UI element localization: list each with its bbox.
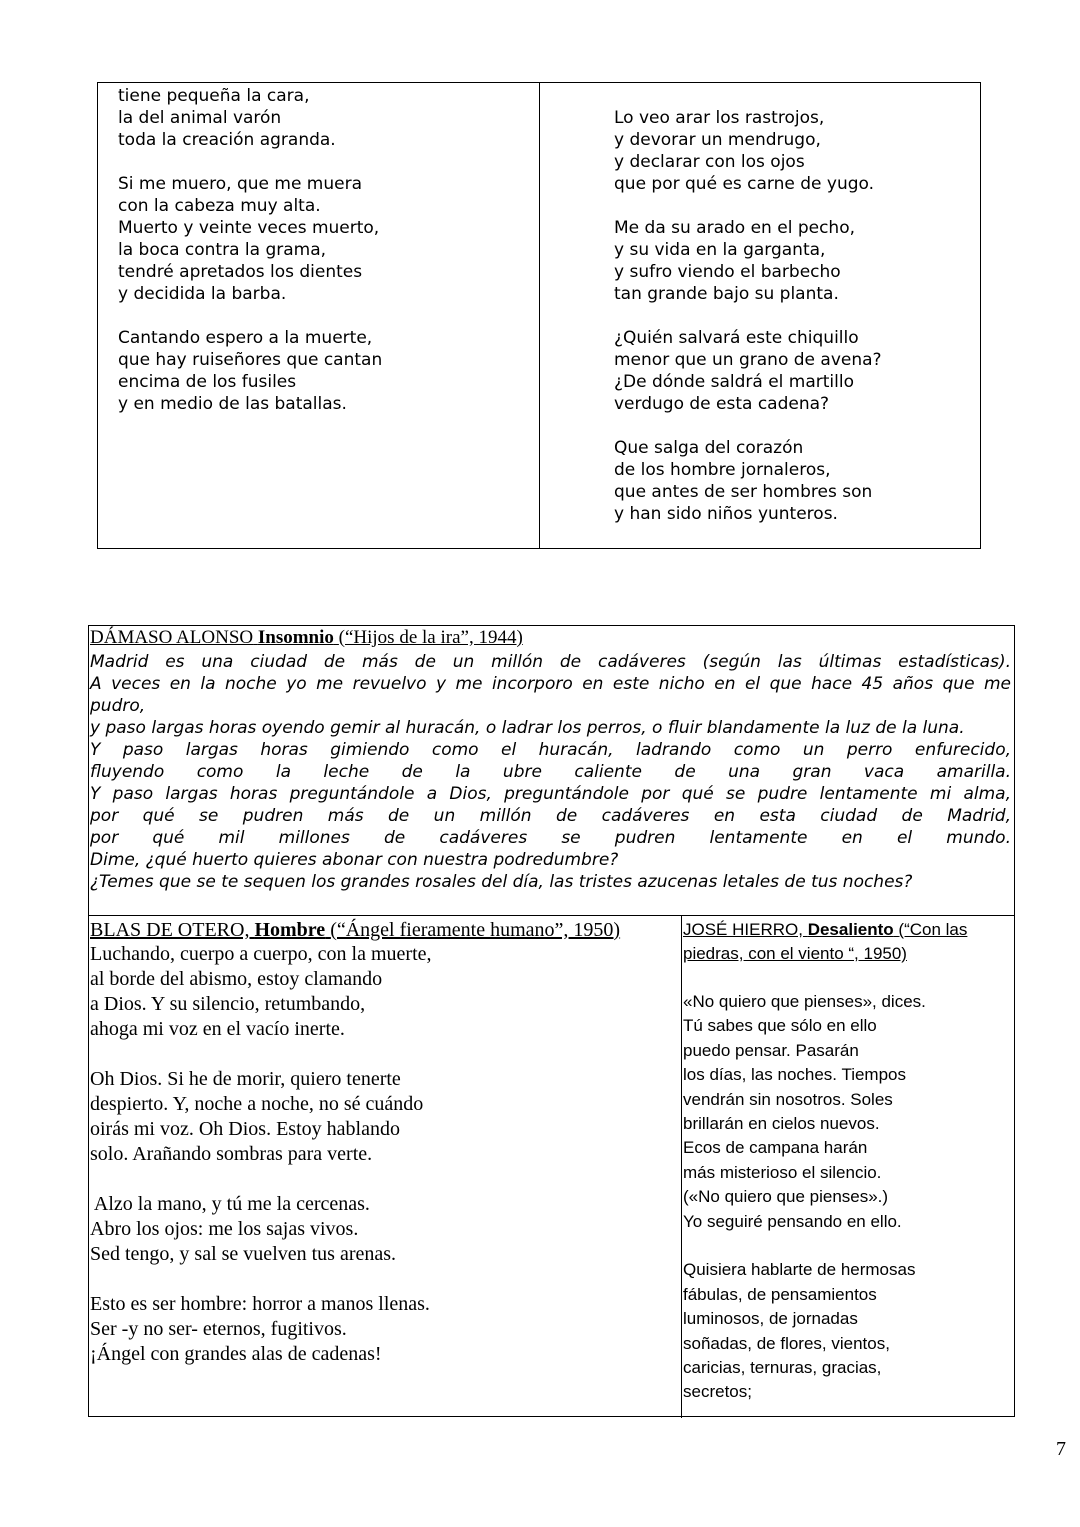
poem-line: solo. Arañando sombras para verte. — [90, 1143, 373, 1165]
hierro-source-a: (“Con las — [898, 920, 968, 939]
poem-line: Madrid es una ciudad de más de un millón de cadáveres (según las últimas estadísticas). — [90, 652, 1011, 672]
poem-right-column — [614, 107, 882, 525]
hierro-header — [683, 918, 983, 966]
poem-line: A veces en la noche yo me revuelvo y me incorporo en este nicho en el que hace 45 años que me — [90, 674, 1011, 694]
poem-line: menor que un grano de avena? — [614, 350, 882, 370]
poem-line: que por qué es carne de yugo. — [614, 174, 875, 194]
poem-line: ¿Quién salvará este chiquillo — [614, 328, 859, 348]
poem-box-damaso — [88, 625, 1015, 1417]
otero-header — [90, 918, 620, 942]
hierro-source-b: piedras, con el viento “, 1950) — [683, 944, 907, 963]
stanza-gap — [90, 1167, 432, 1192]
column-divider — [681, 916, 682, 1418]
poem-line: Dime, ¿qué huerto quieres abonar con nuestra podredumbre? — [90, 850, 619, 870]
damaso-poem-text — [90, 651, 1011, 893]
stanza-gap — [118, 151, 382, 173]
stanza-gap — [683, 1234, 926, 1258]
poem-line: Tú sabes que sólo en ello — [683, 1016, 877, 1036]
poem-line: que antes de ser hombres son — [614, 482, 873, 502]
poem-line: Quisiera hablarte de hermosas — [683, 1260, 916, 1280]
poem-line: despierto. Y, noche a noche, no sé cuándo — [90, 1093, 424, 1115]
poem-line: puedo pensar. Pasarán — [683, 1040, 859, 1060]
poem-table-top — [97, 82, 981, 549]
poem-line: ¡Ángel con grandes alas de cadenas! — [90, 1343, 382, 1365]
poem-line: oirás mi voz. Oh Dios. Estoy hablando — [90, 1118, 400, 1140]
poem-line: fluyendo como la leche de la ubre caliente de una gran vaca amarilla. — [90, 762, 1011, 782]
poem-line: y en medio de las batallas. — [118, 394, 347, 414]
poem-line: Ecos de campana harán — [683, 1138, 868, 1158]
stanza-gap — [90, 1042, 432, 1067]
poem-line: secretos; — [683, 1382, 752, 1402]
poem-line: Que salga del corazón — [614, 438, 804, 458]
poem-line: Muerto y veinte veces muerto, — [118, 218, 380, 238]
poem-line: tan grande bajo su planta. — [614, 284, 839, 304]
poem-line: Yo seguiré pensando en ello. — [683, 1211, 902, 1231]
otero-title: Hombre — [254, 919, 326, 941]
poem-line: y decidida la barba. — [118, 284, 287, 304]
poem-line: Lo veo arar los rastrojos, — [614, 108, 825, 128]
poem-line: la del animal varón — [118, 108, 282, 128]
poem-line: Luchando, cuerpo a cuerpo, con la muerte, — [90, 943, 432, 965]
poem-line: caricias, ternuras, gracias, — [683, 1358, 882, 1378]
poem-line: y devorar un mendrugo, — [614, 130, 821, 150]
poem-line: Oh Dios. Si he de morir, quiero tenerte — [90, 1068, 401, 1090]
poem-line: luminosos, de jornadas — [683, 1309, 858, 1329]
otero-source: (“Ángel fieramente humano”, 1950) — [330, 919, 621, 941]
poem-line: pudro, — [90, 696, 146, 716]
poem-line: y sufro viendo el barbecho — [614, 262, 841, 282]
poem-line: de los hombre jornaleros, — [614, 460, 831, 480]
poem-line: tendré apretados los dientes — [118, 262, 363, 282]
poem-line: ahoga mi voz en el vacío inerte. — [90, 1018, 345, 1040]
damaso-source: (“Hijos de la ira”, 1944) — [338, 627, 523, 648]
poem-line: Cantando espero a la muerte, — [118, 328, 373, 348]
poem-line: encima de los fusiles — [118, 372, 297, 392]
poem-line: y paso largas horas oyendo gemir al huracán, o ladrar los perros, o fluir blandamente la luz de la luna. — [90, 718, 965, 738]
poem-line: Sed tengo, y sal se vuelven tus arenas. — [90, 1243, 397, 1265]
column-divider — [539, 83, 540, 548]
poem-line: brillarán en cielos nuevos. — [683, 1114, 880, 1134]
poem-line: Y paso largas horas gimiendo como el huracán, ladrando como un perro enfurecido, — [90, 740, 1011, 760]
poem-line: al borde del abismo, estoy clamando — [90, 968, 383, 990]
poem-line: Me da su arado en el pecho, — [614, 218, 855, 238]
poem-line: por qué mil millones de cadáveres se pudren lentamente en el mundo. — [90, 828, 1011, 848]
poem-line: ¿Temes que se te sequen los grandes rosales del día, las tristes azucenas letales de tus noches? — [90, 872, 913, 892]
poem-line: más misterioso el silencio. — [683, 1162, 882, 1182]
poem-line: Alzo la mano, y tú me la cercenas. — [90, 1193, 370, 1215]
poem-line: y declarar con los ojos — [614, 152, 805, 172]
damaso-author: DÁMASO ALONSO — [90, 627, 254, 648]
poem-line: («No quiero que pienses».) — [683, 1187, 889, 1207]
page-number: 7 — [1056, 1438, 1066, 1460]
hierro-author: JOSÉ HIERRO, — [683, 920, 803, 939]
poem-line: Ser -y no ser- eternos, fugitivos. — [90, 1318, 347, 1340]
poem-line: soñadas, de flores, vientos, — [683, 1333, 890, 1353]
poem-line: con la cabeza muy alta. — [118, 196, 321, 216]
poem-line: por qué se pudren más de un millón de cadáveres en esta ciudad de Madrid, — [90, 806, 1011, 826]
poem-table-bottom — [89, 915, 1014, 1418]
poem-line: a Dios. Y su silencio, retumbando, — [90, 993, 366, 1015]
stanza-gap — [118, 305, 382, 327]
stanza-gap — [614, 305, 882, 327]
poem-line: fábulas, de pensamientos — [683, 1284, 877, 1304]
poem-line: Esto es ser hombre: horror a manos llenas. — [90, 1293, 430, 1315]
poem-line: verdugo de esta cadena? — [614, 394, 830, 414]
poem-line: tiene pequeña la cara, — [118, 86, 310, 106]
poem-line: y han sido niños yunteros. — [614, 504, 838, 524]
poem-line: Y paso largas horas preguntándole a Dios, preguntándole por qué se pudre lentamente mi alma, — [90, 784, 1011, 804]
poem-line: que hay ruiseñores que cantan — [118, 350, 383, 370]
hierro-title: Desaliento — [807, 920, 894, 939]
stanza-gap — [614, 415, 882, 437]
poem-line: y su vida en la garganta, — [614, 240, 826, 260]
hierro-poem — [683, 990, 926, 1405]
poem-line: ¿De dónde saldrá el martillo — [614, 372, 854, 392]
damaso-title: Insomnio — [257, 627, 334, 648]
poem-line: vendrán sin nosotros. Soles — [683, 1089, 893, 1109]
damaso-header — [90, 627, 523, 649]
otero-poem — [90, 942, 432, 1367]
poem-line: la boca contra la grama, — [118, 240, 327, 260]
otero-author: BLAS DE OTERO, — [90, 919, 250, 941]
poem-line: Si me muero, que me muera — [118, 174, 363, 194]
poem-line: «No quiero que pienses», dices. — [683, 992, 926, 1011]
poem-left-column — [118, 85, 382, 415]
stanza-gap — [90, 1267, 432, 1292]
poem-line: toda la creación agranda. — [118, 130, 336, 150]
poem-line: los días, las noches. Tiempos — [683, 1065, 907, 1085]
poem-line: Abro los ojos: me los sajas vivos. — [90, 1218, 359, 1240]
stanza-gap — [614, 195, 882, 217]
